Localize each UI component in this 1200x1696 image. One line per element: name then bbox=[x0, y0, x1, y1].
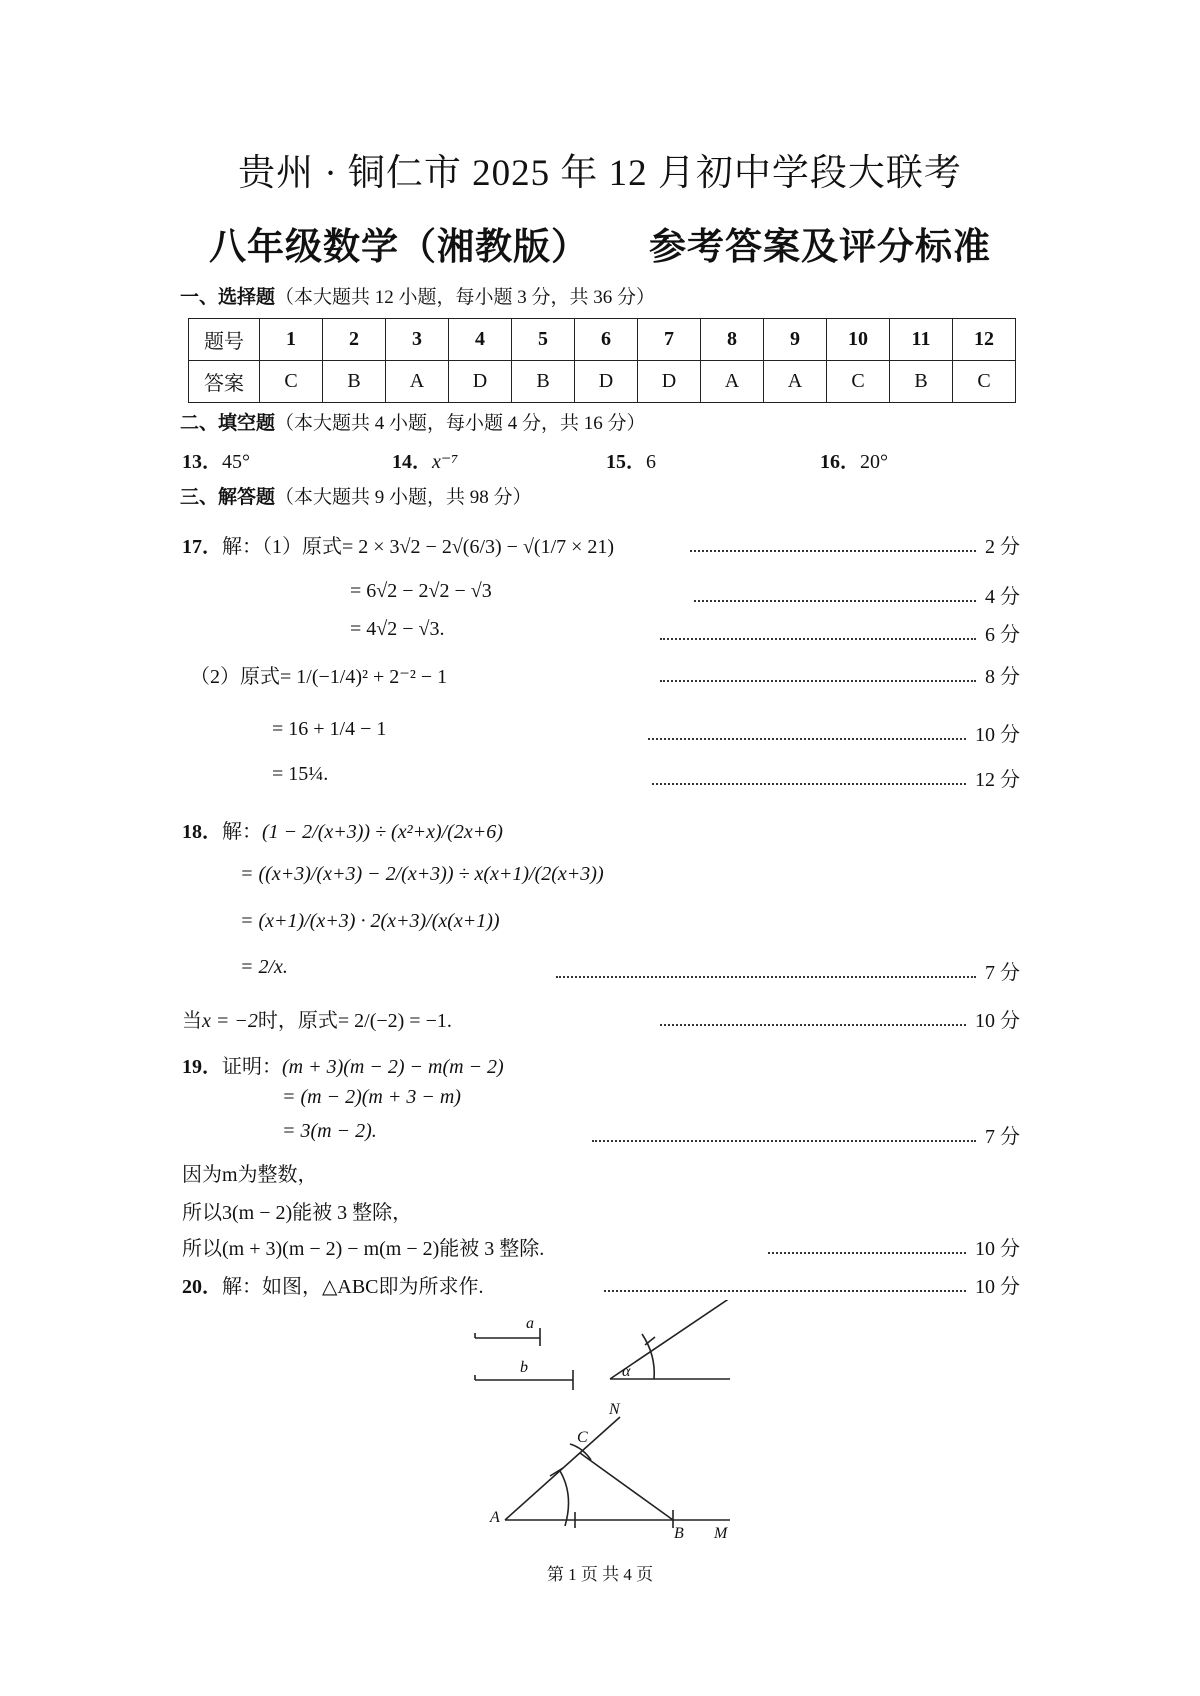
q18-line5: 当x = −2时，原式= 2/(−2) = −1. bbox=[182, 1010, 452, 1032]
question-number: 10 bbox=[827, 319, 890, 361]
answer-cell: A bbox=[764, 361, 827, 403]
row-header-number: 题号 bbox=[189, 319, 260, 361]
section2-heading bbox=[180, 408, 646, 435]
answer-cell: D bbox=[449, 361, 512, 403]
table-row bbox=[189, 361, 1016, 403]
label-a: a bbox=[526, 1315, 534, 1332]
q20-score-1: 10 分 bbox=[975, 1276, 1020, 1298]
score-leader bbox=[604, 1290, 966, 1292]
exam-subtitle bbox=[0, 216, 1200, 270]
q20-line1: 20．解：如图，△ABC即为所求作. bbox=[182, 1276, 484, 1298]
fill-item-14: 14．x⁻⁷ bbox=[392, 451, 459, 473]
q17-score-4: 8 分 bbox=[985, 666, 1020, 688]
q17-line3: = 4√2 − √3. bbox=[350, 618, 445, 640]
answer-cell: C bbox=[827, 361, 890, 403]
page-footer: 第 1 页 共 4 页 bbox=[546, 1565, 654, 1584]
score-leader bbox=[648, 738, 966, 740]
answer-cell: D bbox=[638, 361, 701, 403]
subtitle-subject: 八年级数学（湘教版） bbox=[209, 225, 589, 268]
question-number: 1 bbox=[260, 319, 323, 361]
question-number: 9 bbox=[764, 319, 827, 361]
label-A: A bbox=[490, 1509, 500, 1526]
q17-score-3: 6 分 bbox=[985, 624, 1020, 646]
section1-note: （本大题共 12 小题，每小题 3 分，共 36 分） bbox=[275, 287, 656, 308]
fill-item-15: 15．6 bbox=[606, 451, 656, 473]
section3-heading bbox=[180, 482, 532, 509]
q19-score-1: 7 分 bbox=[985, 1126, 1020, 1148]
q17-line5: = 16 + 1/4 − 1 bbox=[272, 718, 387, 740]
answer-cell: C bbox=[953, 361, 1016, 403]
q17-line6: = 15¼. bbox=[272, 763, 329, 785]
q18-line4: = 2/x. bbox=[240, 956, 288, 978]
q17-line1: 17．解：（1）原式= 2 × 3√2 − 2√(6/3) − √(1/7 × 21) bbox=[182, 536, 615, 558]
score-leader bbox=[660, 638, 976, 640]
subtitle-answer-key: 参考答案及评分标准 bbox=[649, 225, 991, 268]
score-leader bbox=[652, 783, 966, 785]
q18-line2: = ((x+3)/(x+3) − 2/(x+3)) ÷ x(x+1)/(2(x+3)) bbox=[240, 863, 604, 885]
q19-line4: 因为m为整数， bbox=[182, 1164, 318, 1186]
q17-line2: = 6√2 − 2√2 − √3 bbox=[350, 580, 492, 602]
q18-score-1: 7 分 bbox=[985, 962, 1020, 984]
question-number: 6 bbox=[575, 319, 638, 361]
question-number: 5 bbox=[512, 319, 575, 361]
construction-arc-A bbox=[560, 1471, 569, 1526]
question-number: 11 bbox=[890, 319, 953, 361]
q19-line3: = 3(m − 2). bbox=[282, 1120, 377, 1142]
score-leader bbox=[660, 680, 976, 682]
side-BC bbox=[580, 1453, 673, 1520]
score-leader bbox=[694, 600, 976, 602]
answer-cell: B bbox=[512, 361, 575, 403]
row-header-answer: 答案 bbox=[189, 361, 260, 403]
answer-cell: A bbox=[701, 361, 764, 403]
q18-score-2: 10 分 bbox=[975, 1010, 1020, 1032]
score-leader bbox=[592, 1140, 976, 1142]
fill-item-13: 13．45° bbox=[182, 451, 250, 473]
label-alpha: α bbox=[622, 1363, 631, 1380]
question-number: 2 bbox=[323, 319, 386, 361]
section2-title: 二、填空题 bbox=[180, 412, 276, 434]
score-leader bbox=[660, 1024, 966, 1026]
table-row bbox=[189, 319, 1016, 361]
answer-cell: A bbox=[386, 361, 449, 403]
score-leader bbox=[556, 976, 976, 978]
q19-score-2: 10 分 bbox=[975, 1238, 1020, 1260]
section1-title: 一、选择题 bbox=[180, 286, 276, 308]
answer-cell: B bbox=[890, 361, 953, 403]
q19-line1: 19．证明：(m + 3)(m − 2) − m(m − 2) bbox=[182, 1056, 504, 1078]
score-leader bbox=[768, 1252, 966, 1254]
label-b: b bbox=[520, 1359, 528, 1376]
section3-title: 三、解答题 bbox=[180, 486, 276, 508]
triangle-construction-figure bbox=[460, 1300, 760, 1555]
answer-cell: C bbox=[260, 361, 323, 403]
q19-line5: 所以3(m − 2)能被 3 整除， bbox=[182, 1202, 413, 1224]
question-number: 7 bbox=[638, 319, 701, 361]
choice-answer-table bbox=[188, 318, 1016, 403]
q19-line2: = (m − 2)(m + 3 − m) bbox=[282, 1086, 461, 1108]
q18-line1: 18．解：(1 − 2/(x+3)) ÷ (x²+x)/(2x+6) bbox=[182, 821, 503, 843]
label-N: N bbox=[609, 1401, 620, 1418]
q18-line3: = (x+1)/(x+3) · 2(x+3)/(x(x+1)) bbox=[240, 910, 500, 932]
q19-line6: 所以(m + 3)(m − 2) − m(m − 2)能被 3 整除. bbox=[182, 1238, 545, 1260]
question-number: 3 bbox=[386, 319, 449, 361]
question-number: 12 bbox=[953, 319, 1016, 361]
answer-cell: B bbox=[323, 361, 386, 403]
q17-score-5: 10 分 bbox=[975, 724, 1020, 746]
q17-score-2: 4 分 bbox=[985, 586, 1020, 608]
fill-item-16: 16．20° bbox=[820, 451, 888, 473]
q17-score-6: 12 分 bbox=[975, 769, 1020, 791]
question-number: 4 bbox=[449, 319, 512, 361]
q17-line4: （2）原式= 1/(−1/4)² + 2⁻² − 1 bbox=[190, 666, 448, 688]
exam-title: 贵州 · 铜仁市 2025 年 12 月初中学段大联考 bbox=[238, 153, 962, 194]
label-B: B bbox=[674, 1525, 684, 1542]
section3-note: （本大题共 9 小题，共 98 分） bbox=[275, 487, 532, 508]
question-number: 8 bbox=[701, 319, 764, 361]
label-C: C bbox=[577, 1429, 588, 1446]
section2-note: （本大题共 4 小题，每小题 4 分，共 16 分） bbox=[275, 413, 646, 434]
score-leader bbox=[690, 550, 976, 552]
answer-cell: D bbox=[575, 361, 638, 403]
label-M: M bbox=[714, 1525, 728, 1542]
section1-heading bbox=[180, 282, 655, 309]
q17-score-1: 2 分 bbox=[985, 536, 1020, 558]
